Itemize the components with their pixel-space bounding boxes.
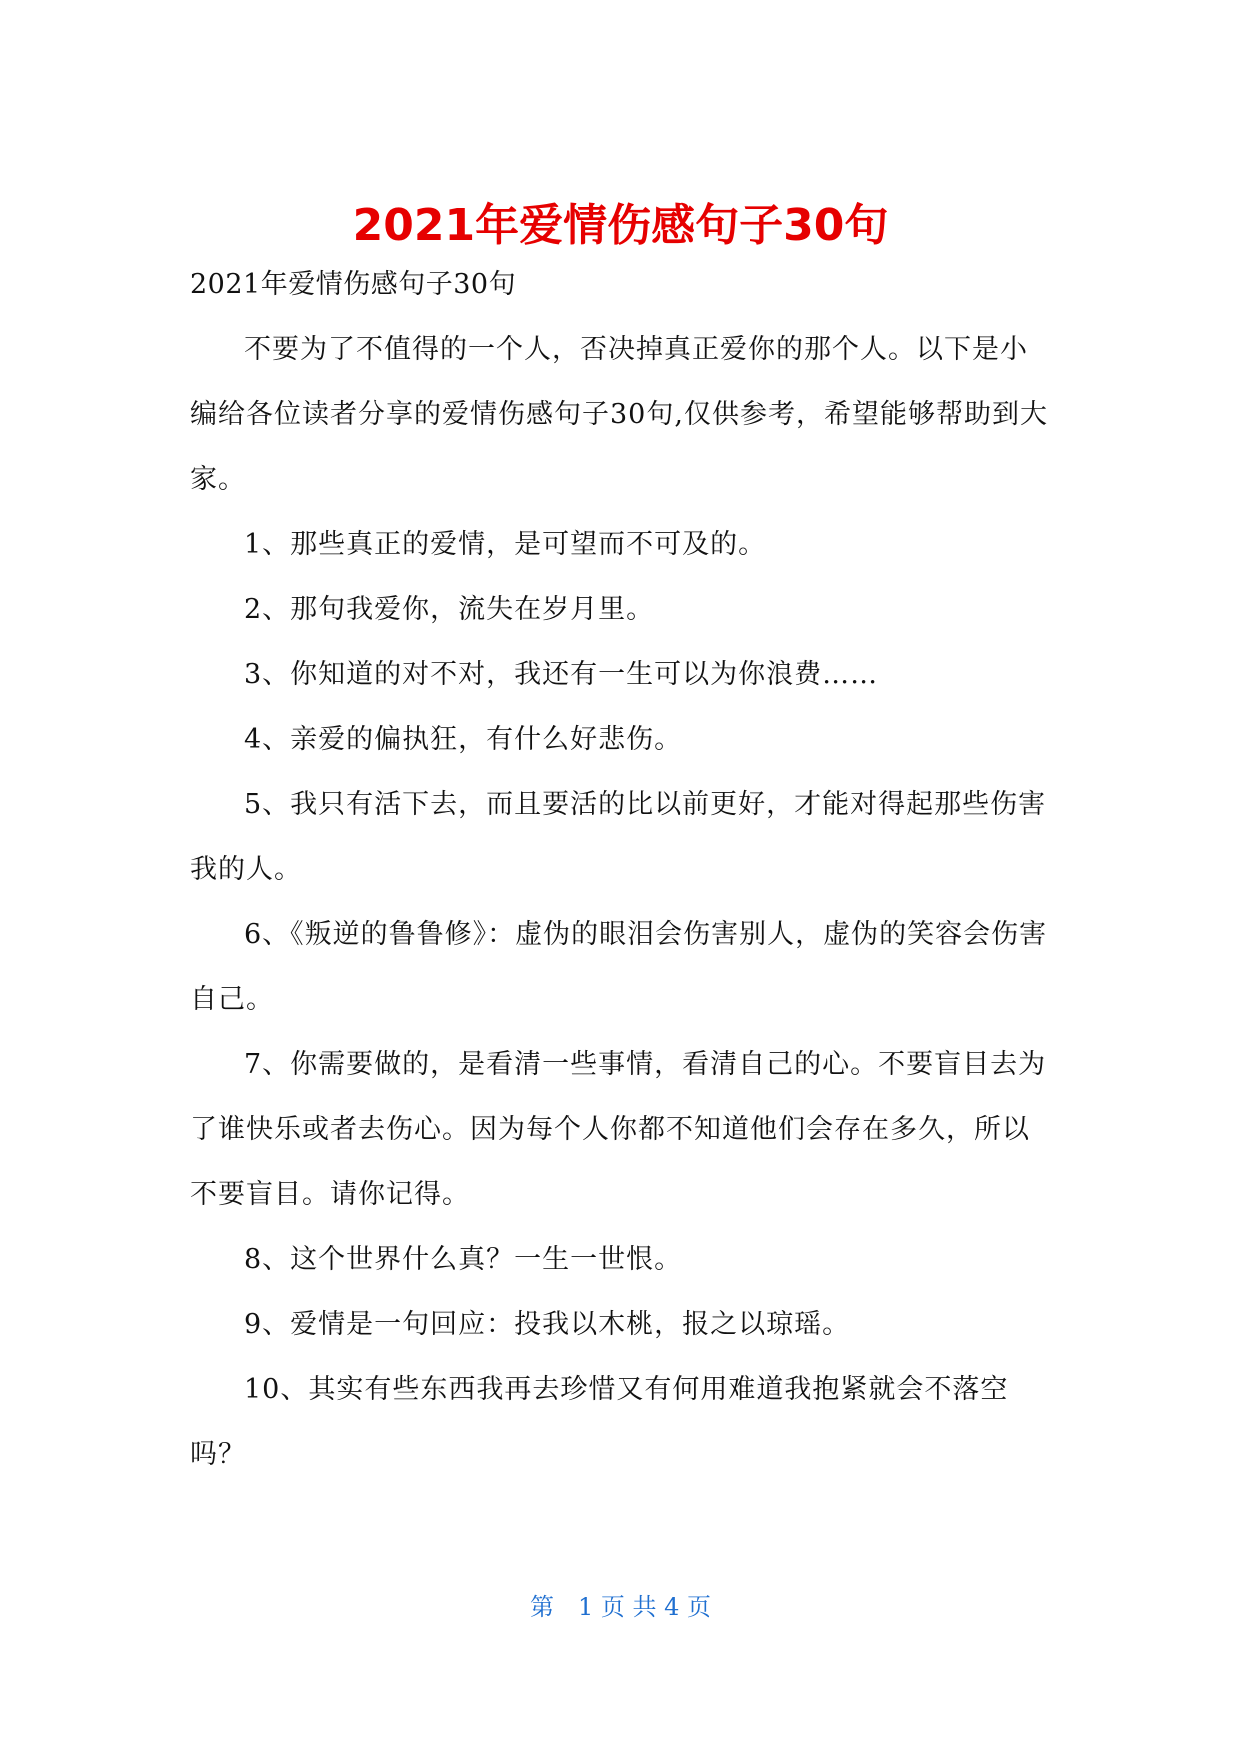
document-body	[190, 252, 1052, 1487]
document-title: 2021年爱情伤感句子30句	[352, 200, 889, 251]
intro-paragraph: 不要为了不值得的一个人，否决掉真正爱你的那个人。以下是小编给各位读者分享的爱情伤感句子30句,仅供参考，希望能够帮助到大家。	[190, 334, 1048, 495]
quote-item-5: 5、我只有活下去，而且要活的比以前更好，才能对得起那些伤害我的人。	[190, 789, 1047, 885]
quote-item-6: 6、《叛逆的鲁鲁修》：虚伪的眼泪会伤害别人，虚伪的笑容会伤害自己。	[190, 919, 1048, 1015]
quote-item-10: 10、其实有些东西我再去珍惜又有何用难道我抱紧就会不落空吗？	[190, 1374, 1009, 1470]
quote-item-1: 1、那些真正的爱情，是可望而不可及的。	[244, 529, 767, 560]
page-number-footer: 第 1 页 共 4 页	[529, 1593, 712, 1621]
quote-item-9: 9、爱情是一句回应：投我以木桃，报之以琼瑶。	[244, 1309, 851, 1340]
quote-item-7: 7、你需要做的，是看清一些事情，看清自己的心。不要盲目去为了谁快乐或者去伤心。因为每个人你都不知道他们会存在多久，所以不要盲目。请你记得。	[190, 1049, 1047, 1210]
quote-item-2: 2、那句我爱你，流失在岁月里。	[244, 594, 655, 625]
quote-item-3: 3、你知道的对不对，我还有一生可以为你浪费……	[244, 659, 879, 690]
quote-item-8: 8、这个世界什么真？一生一世恨。	[244, 1244, 683, 1275]
quote-item-4: 4、亲爱的偏执狂，有什么好悲伤。	[244, 724, 683, 755]
document-subtitle: 2021年爱情伤感句子30句	[190, 269, 517, 300]
